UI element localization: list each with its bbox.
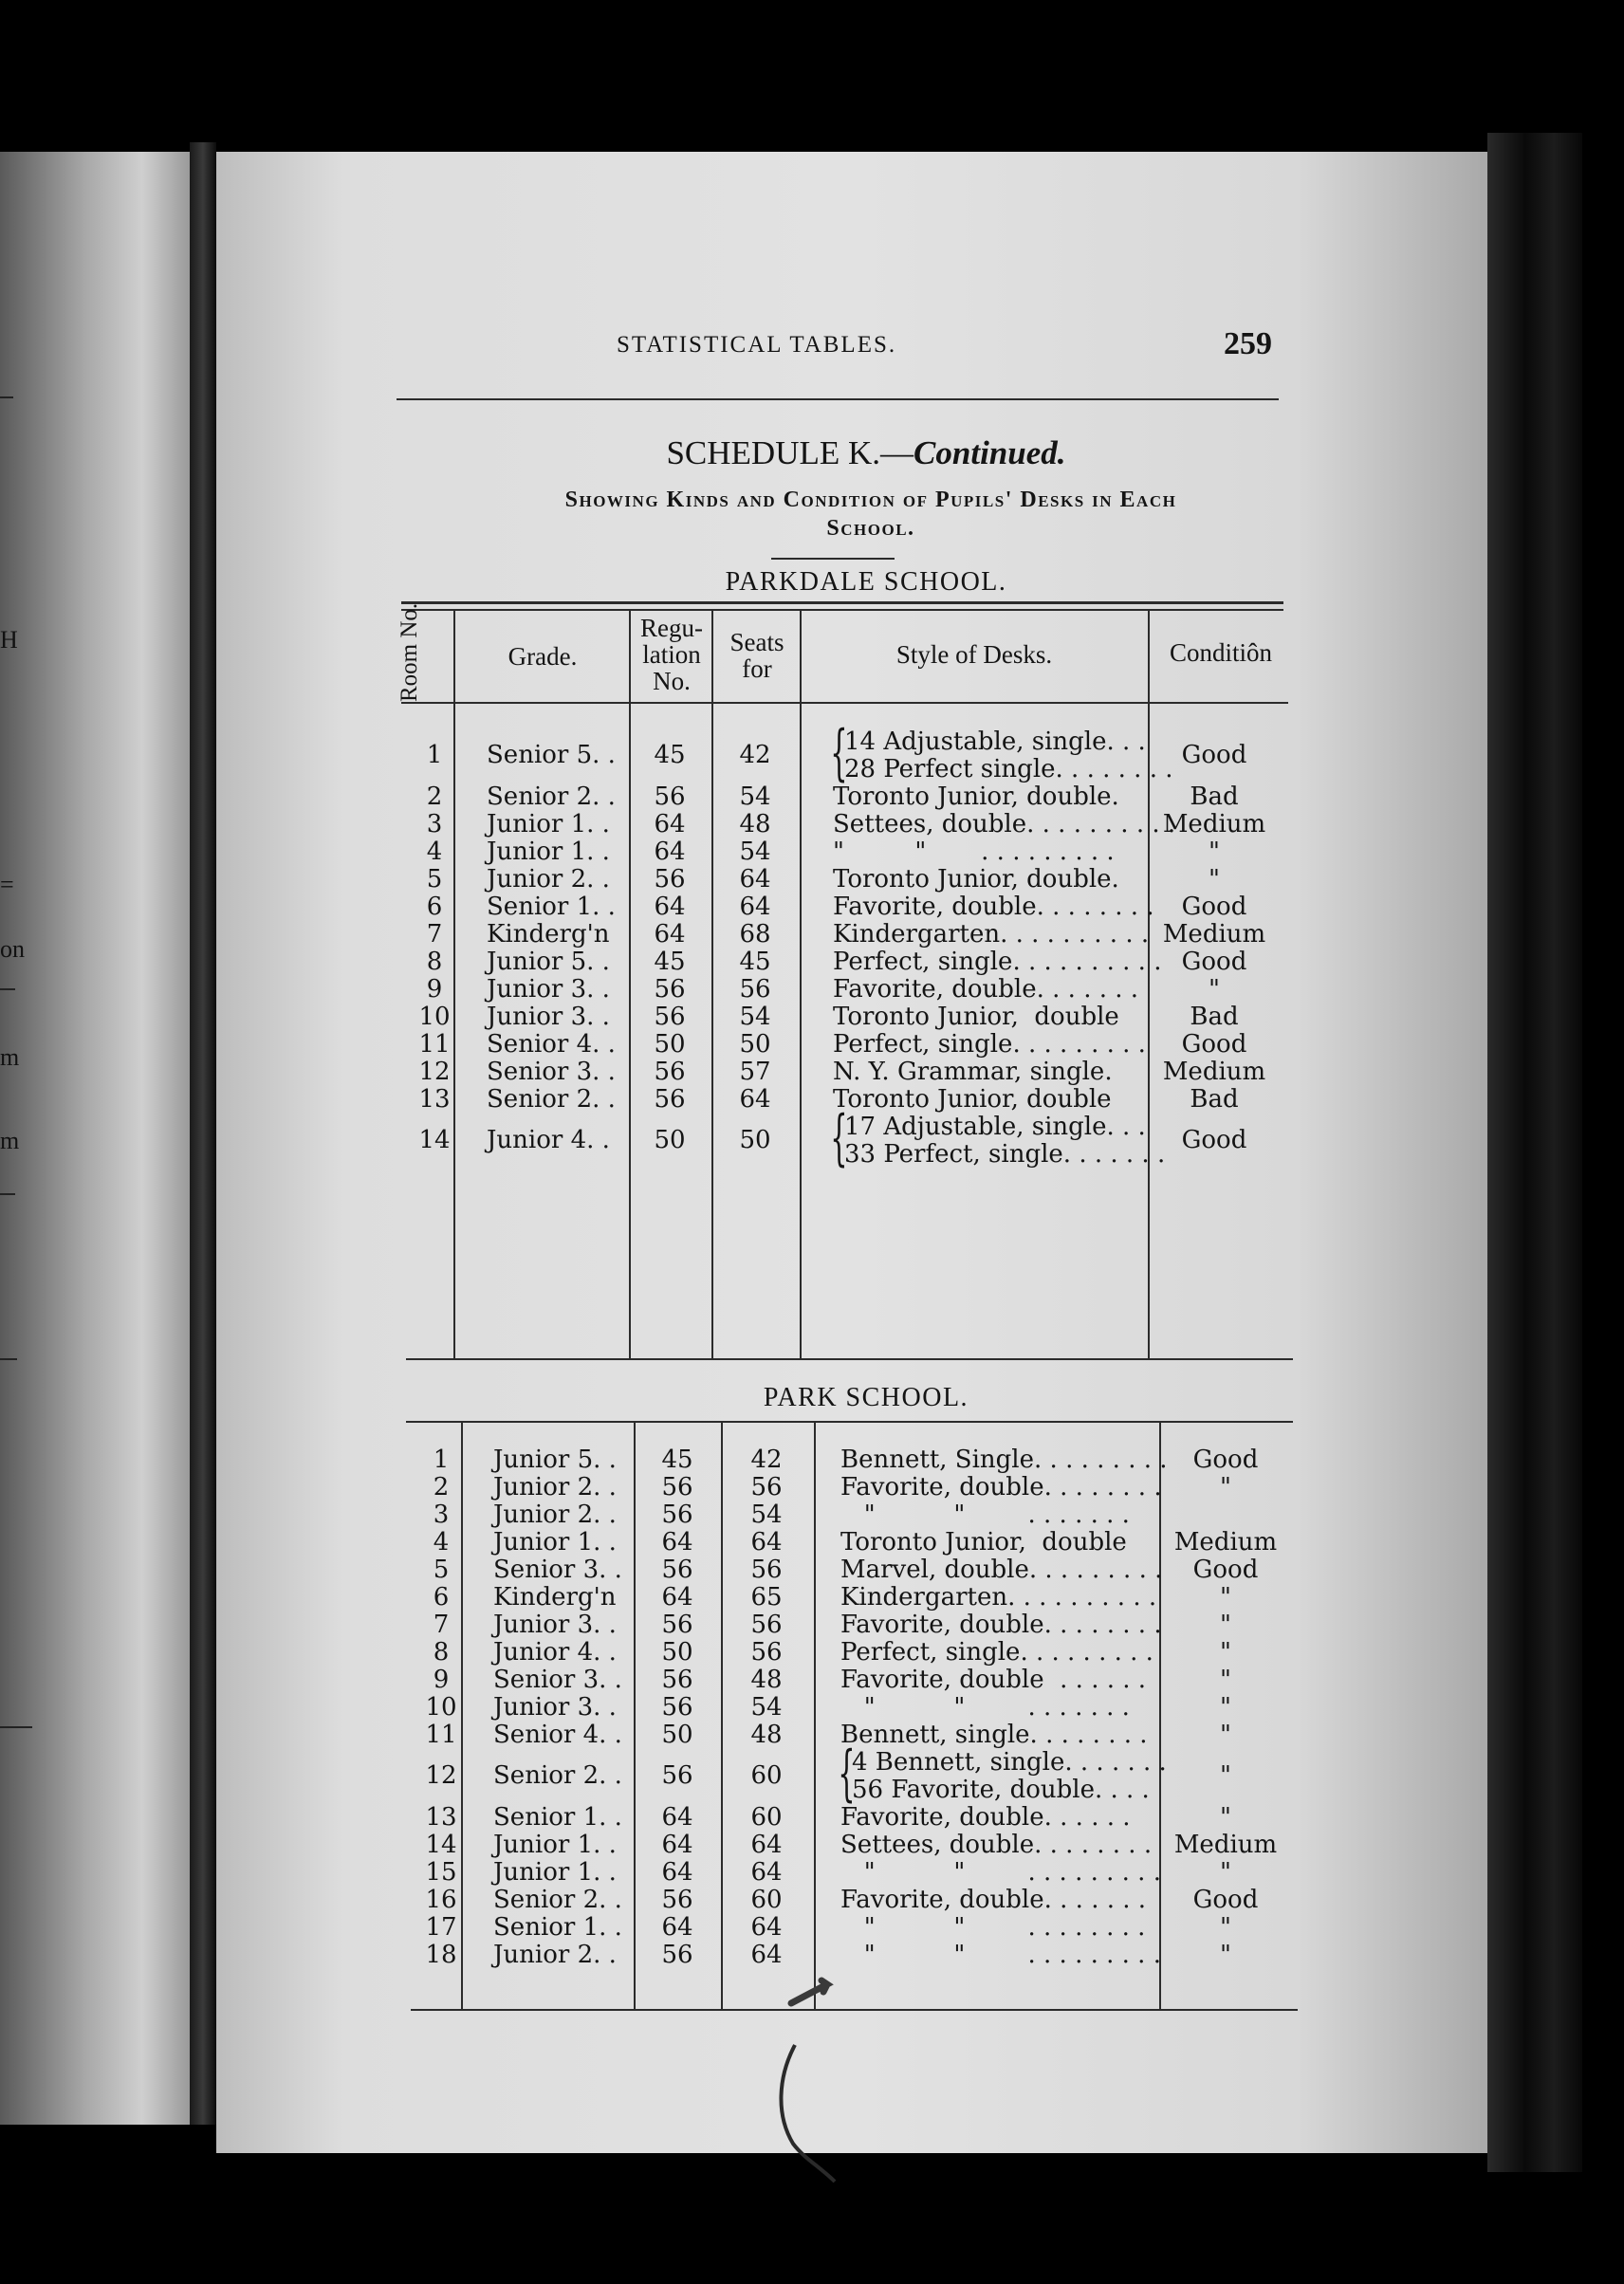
desk-style-cell: Favorite, double. . . . . . . . <box>840 1473 1162 1501</box>
desk-style-cell: 56 Favorite, double. . . . <box>852 1776 1150 1804</box>
condition-cell: Bad <box>1190 783 1239 811</box>
table-row <box>216 976 1355 1004</box>
facing-page-rule <box>0 988 15 990</box>
regulation-number-cell: 64 <box>661 1583 693 1612</box>
grade-cell: Junior 3. . <box>487 975 610 1004</box>
schedule-subtitle <box>397 486 1345 543</box>
seats-for-cell: 54 <box>750 1693 783 1722</box>
table-row <box>216 783 1355 811</box>
room-number-cell: 15 <box>425 1858 457 1887</box>
regulation-number-cell: 56 <box>661 1666 693 1694</box>
desk-style-cell: " " . . . . . . . . . <box>833 838 1115 866</box>
book-gutter <box>190 142 216 2125</box>
grade-cell: Junior 4. . <box>487 1126 610 1154</box>
facing-page-rule <box>0 1726 32 1728</box>
stray-ink-mark <box>785 1973 842 2011</box>
condition-cell: " <box>1220 1693 1231 1722</box>
condition-cell: " <box>1209 838 1220 866</box>
section-rule <box>406 1358 1293 1360</box>
table-row <box>216 1739 1355 1809</box>
condition-cell: " <box>1220 1666 1231 1694</box>
room-number-cell: 1 <box>433 1446 450 1474</box>
seats-for-cell: 56 <box>750 1556 783 1584</box>
condition-cell: " <box>1209 865 1220 893</box>
room-number-cell: 18 <box>425 1941 457 1969</box>
desk-style-cell: " " . . . . . . . . . <box>840 1941 1161 1969</box>
grade-cell: Kinderg'n <box>493 1583 617 1612</box>
grade-cell: Junior 4. . <box>493 1638 617 1667</box>
facing-page-text: H <box>0 626 18 654</box>
subtitle-line: Showing Kinds and Condition of Pupils' Desks in Each <box>564 488 1177 512</box>
condition-cell: Medium <box>1162 920 1266 949</box>
desk-style-cell: Kindergarten. . . . . . . . . . <box>840 1583 1157 1612</box>
seats-for-cell: 45 <box>739 948 771 976</box>
seats-for-cell: 54 <box>750 1501 783 1529</box>
seats-for-cell: 60 <box>750 1803 783 1832</box>
desk-style-cell: Toronto Junior, double <box>840 1528 1127 1556</box>
condition-cell: Good <box>1181 1126 1247 1154</box>
room-number-cell: 10 <box>425 1693 457 1722</box>
room-number-cell: 3 <box>426 810 443 838</box>
col-header-style-of-desks: Style of Desks. <box>895 640 1053 669</box>
desk-style-cell: Favorite, double. . . . . . <box>840 1803 1131 1832</box>
desk-style-cell: 14 Adjustable, single. . . <box>844 728 1146 756</box>
condition-cell: " <box>1220 1638 1231 1667</box>
room-number-cell: 4 <box>433 1528 450 1556</box>
grade-cell: Senior 2. . <box>493 1886 622 1914</box>
condition-cell: " <box>1220 1611 1231 1639</box>
condition-cell: Good <box>1192 1446 1259 1474</box>
grade-cell: Senior 1. . <box>493 1803 622 1832</box>
regulation-number-cell: 64 <box>661 1528 693 1556</box>
condition-cell: " <box>1220 1761 1231 1790</box>
seats-for-cell: 64 <box>739 1085 771 1114</box>
facing-page-text: m <box>0 1043 20 1071</box>
regulation-number-cell: 56 <box>661 1611 693 1639</box>
desk-style-cell: Kindergarten. . . . . . . . . . <box>833 920 1150 949</box>
condition-cell: " <box>1220 1721 1231 1749</box>
desk-style-cell: Toronto Junior, double <box>833 1085 1112 1114</box>
desk-style-cell: " " . . . . . . . <box>840 1501 1130 1529</box>
table-row <box>216 811 1355 838</box>
room-number-cell: 4 <box>426 838 443 866</box>
facing-page-rule <box>0 396 13 398</box>
grade-cell: Senior 5. . <box>487 741 616 769</box>
park-school-heading: PARK SCHOOL. <box>763 1383 969 1412</box>
seats-for-cell: 64 <box>750 1528 783 1556</box>
seats-for-cell: 50 <box>739 1030 771 1059</box>
seats-for-cell: 50 <box>739 1126 771 1154</box>
header-line: lation <box>642 640 701 669</box>
regulation-number-cell: 64 <box>661 1858 693 1887</box>
grade-cell: Junior 1. . <box>493 1831 617 1859</box>
regulation-number-cell: 50 <box>661 1638 693 1667</box>
seats-for-cell: 48 <box>750 1666 783 1694</box>
grouping-brace: { <box>830 1103 848 1173</box>
condition-cell: " <box>1220 1941 1231 1969</box>
facing-page-text: m <box>0 1127 20 1154</box>
desk-style-cell: Toronto Junior, double <box>833 1003 1119 1031</box>
desk-style-cell: Perfect, single. . . . . . . . . . <box>833 948 1162 976</box>
room-number-cell: 3 <box>433 1501 450 1529</box>
seats-for-cell: 56 <box>750 1638 783 1667</box>
table-row <box>216 1446 1355 1474</box>
seats-for-cell: 60 <box>750 1761 783 1790</box>
table-row <box>216 1639 1355 1667</box>
grade-cell: Senior 2. . <box>487 1085 616 1114</box>
table-row <box>216 1004 1355 1031</box>
grade-cell: Senior 3. . <box>493 1666 622 1694</box>
room-number-cell: 13 <box>418 1085 451 1114</box>
seats-for-cell: 60 <box>750 1886 783 1914</box>
table-row <box>216 1914 1355 1942</box>
regulation-number-cell: 50 <box>654 1030 686 1059</box>
desk-style-cell: " " . . . . . . . . . <box>840 1858 1161 1887</box>
room-number-cell: 5 <box>426 865 443 893</box>
table-row <box>216 1859 1355 1887</box>
seats-for-cell: 48 <box>750 1721 783 1749</box>
condition-cell: Good <box>1181 893 1247 921</box>
schedule-title <box>216 434 1516 472</box>
regulation-number-cell: 56 <box>654 975 686 1004</box>
grade-cell: Junior 2. . <box>487 865 610 893</box>
room-number-cell: 12 <box>418 1058 451 1086</box>
desk-style-cell: 4 Bennett, single. . . . . . . <box>852 1748 1167 1777</box>
regulation-number-cell: 64 <box>654 920 686 949</box>
grouping-brace: { <box>838 1739 856 1809</box>
desk-style-cell: 33 Perfect, single. . . . . . . <box>844 1140 1166 1169</box>
seats-for-cell: 64 <box>739 893 771 921</box>
table-top-rule <box>401 609 1283 611</box>
room-number-cell: 13 <box>425 1803 457 1832</box>
room-number-cell: 7 <box>426 920 443 949</box>
grade-cell: Senior 4. . <box>493 1721 622 1749</box>
regulation-number-cell: 64 <box>654 810 686 838</box>
grade-cell: Junior 1. . <box>493 1858 617 1887</box>
room-number-cell: 7 <box>433 1611 450 1639</box>
regulation-number-cell: 56 <box>661 1886 693 1914</box>
regulation-number-cell: 56 <box>661 1501 693 1529</box>
desk-style-cell: N. Y. Grammar, single. <box>833 1058 1113 1086</box>
facing-page-text: on <box>0 935 25 963</box>
table-row <box>216 1103 1355 1173</box>
room-number-cell: 6 <box>426 893 443 921</box>
grade-cell: Junior 5. . <box>487 948 610 976</box>
grade-cell: Junior 3. . <box>493 1611 617 1639</box>
room-number-cell: 14 <box>418 1126 451 1154</box>
room-number-cell: 16 <box>425 1886 457 1914</box>
regulation-number-cell: 56 <box>654 783 686 811</box>
regulation-number-cell: 45 <box>654 741 686 769</box>
room-number-cell: 11 <box>425 1721 457 1749</box>
regulation-number-cell: 56 <box>661 1693 693 1722</box>
room-number-cell: 5 <box>433 1556 450 1584</box>
desk-style-cell: Favorite, double. . . . . . . <box>840 1886 1147 1914</box>
facing-page-rule <box>0 1193 15 1195</box>
condition-cell: Good <box>1181 1030 1247 1059</box>
grade-cell: Senior 3. . <box>487 1058 616 1086</box>
seats-for-cell: 56 <box>750 1473 783 1501</box>
header-line: Seats <box>729 628 784 656</box>
table-row <box>216 1529 1355 1556</box>
condition-cell: Medium <box>1162 1058 1266 1086</box>
table-row <box>216 1474 1355 1501</box>
regulation-number-cell: 56 <box>661 1761 693 1790</box>
regulation-number-cell: 45 <box>661 1446 693 1474</box>
table-row <box>216 1722 1355 1749</box>
desk-style-cell: Toronto Junior, double. <box>833 865 1119 893</box>
grade-cell: Junior 2. . <box>493 1941 617 1969</box>
condition-cell: Good <box>1181 741 1247 769</box>
seats-for-cell: 54 <box>739 838 771 866</box>
room-number-cell: 6 <box>433 1583 450 1612</box>
room-number-cell: 8 <box>433 1638 450 1667</box>
desk-style-cell: Bennett, single. . . . . . . . <box>840 1721 1148 1749</box>
seats-for-cell: 65 <box>750 1583 783 1612</box>
seats-for-cell: 64 <box>750 1831 783 1859</box>
grade-cell: Senior 2. . <box>493 1761 622 1790</box>
regulation-number-cell: 64 <box>661 1913 693 1942</box>
condition-cell: " <box>1220 1583 1231 1612</box>
regulation-number-cell: 50 <box>654 1126 686 1154</box>
table-row <box>216 1556 1355 1584</box>
facing-page-rule <box>0 1358 17 1360</box>
desk-style-cell: Settees, double. . . . . . . . . . <box>833 810 1176 838</box>
grade-cell: Senior 1. . <box>487 893 616 921</box>
table-row <box>216 893 1355 921</box>
table-row <box>216 1942 1355 1969</box>
regulation-number-cell: 56 <box>661 1556 693 1584</box>
seats-for-cell: 57 <box>739 1058 771 1086</box>
grade-cell: Junior 2. . <box>493 1501 617 1529</box>
grade-cell: Senior 1. . <box>493 1913 622 1942</box>
regulation-number-cell: 56 <box>654 1085 686 1114</box>
condition-cell: Good <box>1192 1886 1259 1914</box>
col-header-room-no: Room No. <box>397 602 422 702</box>
regulation-number-cell: 45 <box>654 948 686 976</box>
regulation-number-cell: 56 <box>661 1941 693 1969</box>
regulation-number-cell: 64 <box>661 1831 693 1859</box>
subtitle-rule <box>771 558 895 560</box>
running-title: STATISTICAL TABLES. <box>617 332 897 358</box>
seats-for-cell: 64 <box>750 1858 783 1887</box>
condition-cell: Good <box>1181 948 1247 976</box>
condition-cell: " <box>1220 1473 1231 1501</box>
desk-style-cell: 28 Perfect single. . . . . . . . <box>844 755 1173 783</box>
col-header-condition: Conditiôn <box>1169 638 1272 667</box>
page-number: 259 <box>1224 326 1272 361</box>
seats-for-cell: 54 <box>739 1003 771 1031</box>
desk-style-cell: 17 Adjustable, single. . . <box>844 1113 1146 1141</box>
header-rule <box>397 398 1279 400</box>
parkdale-school-heading: PARKDALE SCHOOL. <box>725 567 1007 597</box>
table-row <box>216 949 1355 976</box>
seats-for-cell: 54 <box>739 783 771 811</box>
desk-style-cell: Perfect, single. . . . . . . . . <box>840 1638 1153 1667</box>
room-number-cell: 10 <box>418 1003 451 1031</box>
header-line: No. <box>653 667 691 695</box>
condition-cell: " <box>1209 975 1220 1004</box>
grade-cell: Senior 2. . <box>487 783 616 811</box>
regulation-number-cell: 56 <box>654 1003 686 1031</box>
desk-style-cell: " " . . . . . . . . <box>840 1913 1146 1942</box>
grade-cell: Junior 3. . <box>487 1003 610 1031</box>
seats-for-cell: 68 <box>739 920 771 949</box>
table-row <box>216 838 1355 866</box>
regulation-number-cell: 56 <box>654 1058 686 1086</box>
stray-ink-mark <box>776 2039 852 2191</box>
room-number-cell: 12 <box>425 1761 457 1790</box>
desk-style-cell: " " . . . . . . . <box>840 1693 1130 1722</box>
table-top-rule <box>401 601 1283 604</box>
regulation-number-cell: 64 <box>654 893 686 921</box>
seats-for-cell: 64 <box>750 1941 783 1969</box>
condition-cell: Bad <box>1190 1003 1239 1031</box>
document-page <box>216 152 1487 2153</box>
header-line: for <box>742 654 772 683</box>
seats-for-cell: 48 <box>739 810 771 838</box>
grouping-brace: { <box>830 718 848 788</box>
grade-cell: Junior 2. . <box>493 1473 617 1501</box>
desk-style-cell: Bennett, Single. . . . . . . . . <box>840 1446 1168 1474</box>
schedule-title-continued: Continued. <box>914 434 1066 471</box>
desk-style-cell: Favorite, double. . . . . . . . <box>833 893 1154 921</box>
condition-cell: " <box>1220 1803 1231 1832</box>
table-bottom-rule <box>411 2009 1298 2011</box>
facing-page-fragment <box>0 152 190 2125</box>
room-number-cell: 14 <box>425 1831 457 1859</box>
grade-cell: Junior 3. . <box>493 1693 617 1722</box>
seats-for-cell: 56 <box>750 1611 783 1639</box>
table-row <box>216 1501 1355 1529</box>
table-row <box>216 866 1355 893</box>
desk-style-cell: Settees, double. . . . . . . . <box>840 1831 1153 1859</box>
subtitle-line: School. <box>826 516 915 541</box>
seats-for-cell: 64 <box>739 865 771 893</box>
schedule-title-main: SCHEDULE K.— <box>666 434 914 471</box>
table-row <box>216 1832 1355 1859</box>
room-number-cell: 9 <box>426 975 443 1004</box>
regulation-number-cell: 64 <box>654 838 686 866</box>
regulation-number-cell: 64 <box>661 1803 693 1832</box>
condition-cell: Medium <box>1173 1831 1278 1859</box>
regulation-number-cell: 56 <box>661 1473 693 1501</box>
regulation-number-cell: 50 <box>661 1721 693 1749</box>
condition-cell: " <box>1220 1858 1231 1887</box>
regulation-number-cell: 56 <box>654 865 686 893</box>
table-row <box>216 1031 1355 1059</box>
desk-style-cell: Perfect, single. . . . . . . . . <box>833 1030 1146 1059</box>
condition-cell: Medium <box>1173 1528 1278 1556</box>
condition-cell: Medium <box>1162 810 1266 838</box>
seats-for-cell: 64 <box>750 1913 783 1942</box>
table-row <box>216 1059 1355 1086</box>
col-header-grade: Grade. <box>508 642 578 671</box>
seats-for-cell: 56 <box>739 975 771 1004</box>
table-row <box>216 1612 1355 1639</box>
seats-for-cell: 42 <box>750 1446 783 1474</box>
facing-page-text: = <box>0 871 14 898</box>
grade-cell: Junior 5. . <box>493 1446 617 1474</box>
condition-cell: " <box>1220 1913 1231 1942</box>
condition-cell: Good <box>1192 1556 1259 1584</box>
room-number-cell: 1 <box>426 741 443 769</box>
desk-style-cell: Toronto Junior, double. <box>833 783 1119 811</box>
grade-cell: Senior 3. . <box>493 1556 622 1584</box>
table-row <box>216 718 1355 788</box>
table-row <box>216 921 1355 949</box>
grade-cell: Junior 1. . <box>493 1528 617 1556</box>
room-number-cell: 17 <box>425 1913 457 1942</box>
room-number-cell: 2 <box>426 783 443 811</box>
grade-cell: Senior 4. . <box>487 1030 616 1059</box>
room-number-cell: 2 <box>433 1473 450 1501</box>
room-number-cell: 11 <box>418 1030 451 1059</box>
header-bottom-rule <box>401 702 1288 704</box>
table-row <box>216 1887 1355 1914</box>
table-row <box>216 1694 1355 1722</box>
col-header-regulation-no <box>631 615 712 694</box>
condition-cell: Bad <box>1190 1085 1239 1114</box>
table-row <box>216 1584 1355 1612</box>
col-header-seats-for <box>713 629 801 682</box>
room-number-cell: 8 <box>426 948 443 976</box>
desk-style-cell: Favorite, double . . . . . . <box>840 1666 1147 1694</box>
seats-for-cell: 42 <box>739 741 771 769</box>
table-row <box>216 1804 1355 1832</box>
grade-cell: Kinderg'n <box>487 920 610 949</box>
desk-style-cell: Favorite, double. . . . . . . <box>833 975 1139 1004</box>
header-line: Regu- <box>640 614 703 642</box>
table-row <box>216 1086 1355 1114</box>
table-row <box>216 1667 1355 1694</box>
desk-style-cell: Marvel, double. . . . . . . . . <box>840 1556 1163 1584</box>
desk-style-cell: Favorite, double. . . . . . . . <box>840 1611 1162 1639</box>
grade-cell: Junior 1. . <box>487 838 610 866</box>
room-number-cell: 9 <box>433 1666 450 1694</box>
grade-cell: Junior 1. . <box>487 810 610 838</box>
